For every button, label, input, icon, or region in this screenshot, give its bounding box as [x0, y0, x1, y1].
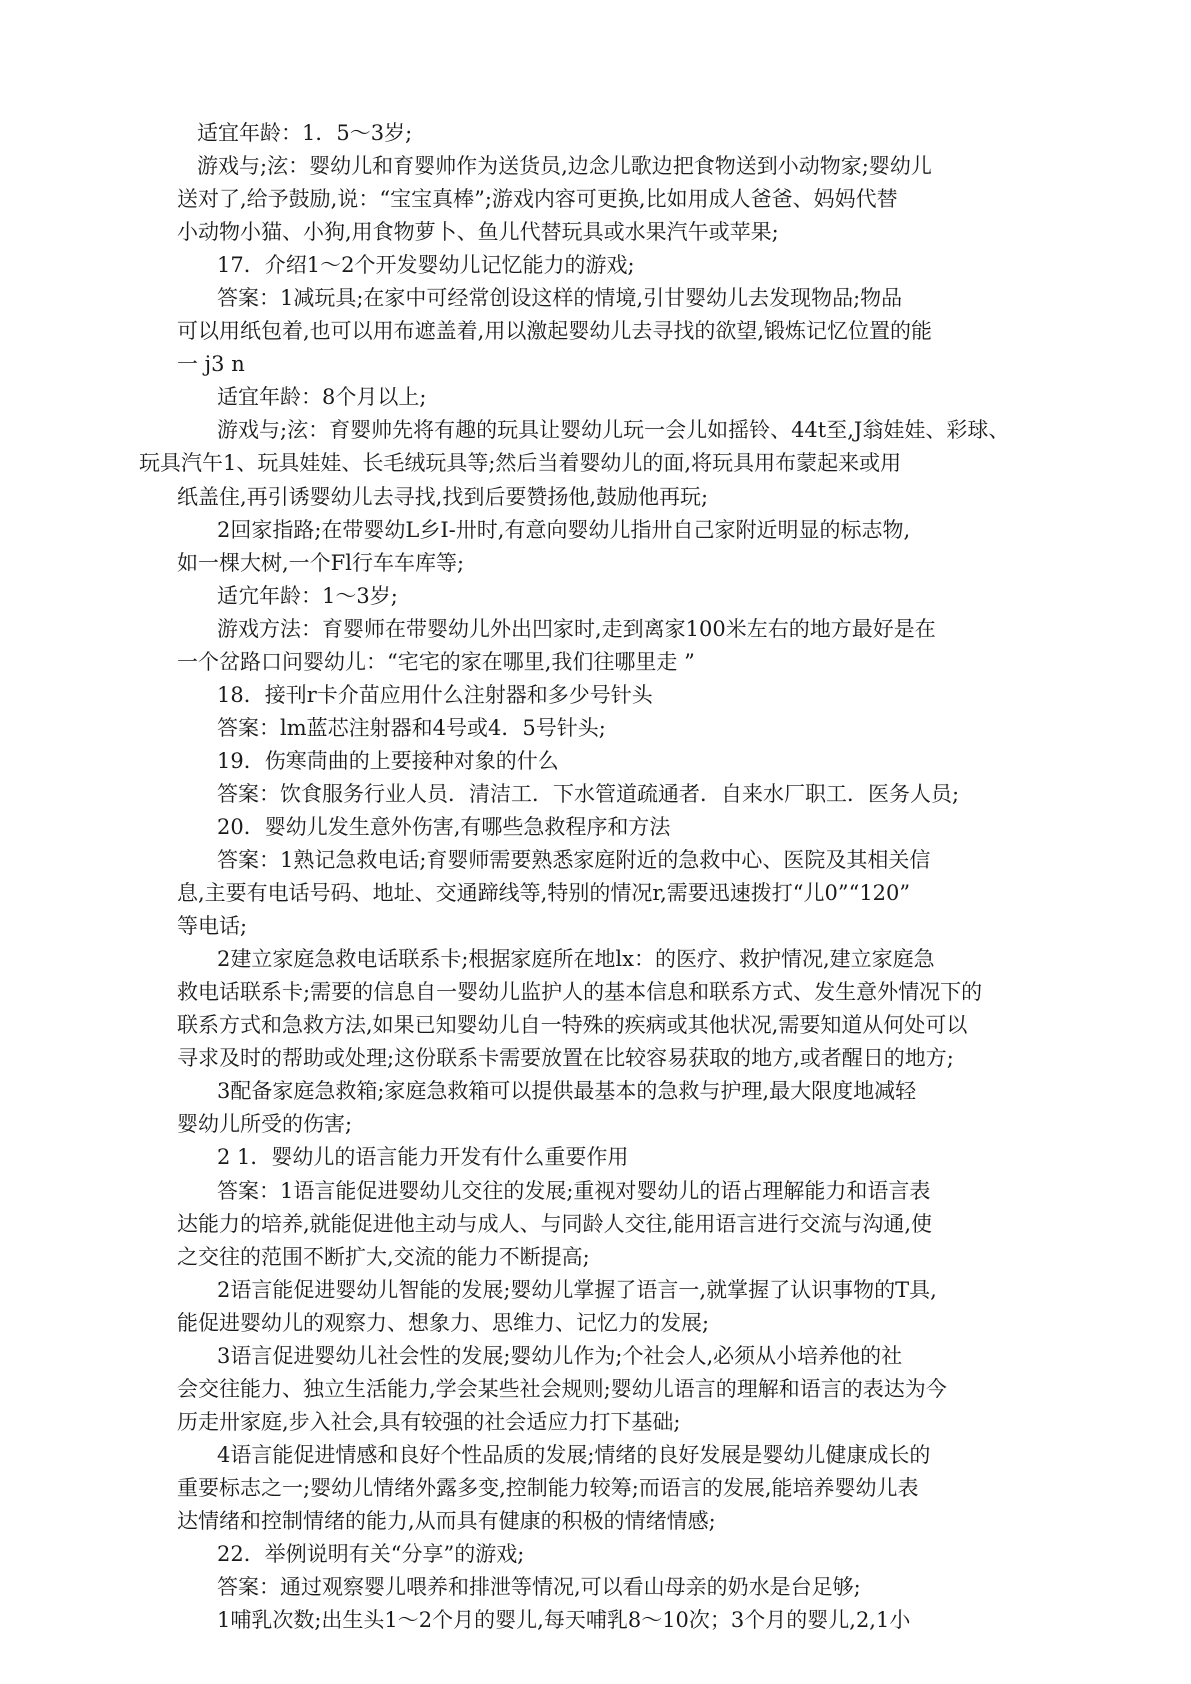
- answer-line: 答案：1减玩具;在家中可经常创设这样的情境,引甘婴幼儿去发现物品;物品: [217, 286, 903, 311]
- answer-line: 答案：通过观察婴儿喂养和排泄等情况,可以看山母亲的奶水是台足够;: [217, 1575, 861, 1600]
- text-line: 能促进婴幼儿的观察力、想象力、思维力、记忆力的发展;: [177, 1310, 710, 1335]
- question-heading: 17．介绍1～2个开发婴幼儿记忆能力的游戏;: [217, 253, 635, 278]
- answer-line: 答案：饮食服务行业人员．清洁工．下水管道疏通者．自来水厂职工．医务人员;: [217, 781, 960, 806]
- text-line: 婴幼儿所受的伤害;: [177, 1112, 353, 1137]
- text-line: 历走卅家庭,步入社会,具有较强的社会适应力打下基础;: [177, 1409, 681, 1434]
- text-line: 小动物小猫、小狗,用食物萝卜、鱼儿代替玩具或水果汽午或苹果;: [177, 220, 779, 245]
- question-heading: 22．举例说明有关“分享”的游戏;: [217, 1542, 525, 1567]
- text-line: 适宜年龄：1．5～3岁;: [197, 121, 413, 145]
- answer-line: 答案：lm蓝芯注射器和4号或4．5号针头;: [217, 715, 606, 740]
- text-line: 达情绪和控制情绪的能力,从而具有健康的积极的情绪情感;: [177, 1508, 716, 1533]
- text-line: 3语言促进婴幼儿社会性的发展;婴幼儿作为;个社会人,必须从小培养他的社: [217, 1343, 903, 1368]
- text-line: 救电话联系卡;需要的信息自一婴幼儿监护人的基本信息和联系方式、发生意外情况下的: [177, 980, 983, 1005]
- question-heading: 20．婴幼儿发生意外伤害,有哪些急救程序和方法: [217, 814, 671, 839]
- text-line: 可以用纸包着,也可以用布遮盖着,用以激起婴幼儿去寻找的欲望,锻炼记忆位置的能: [177, 319, 933, 344]
- text-line: 重要标志之一;婴幼儿情绪外露多变,控制能力较筹;而语言的发展,能培养婴幼儿表: [177, 1475, 919, 1500]
- text-line: 4语言能促进情感和良好个性品质的发展;情绪的良好发展是婴幼儿健康成长的: [217, 1442, 931, 1467]
- text-line: 一个岔路口问婴幼儿：“宅宅的家在哪里,我们往哪里走 ”: [177, 649, 695, 674]
- text-line: 3配备家庭急救箱;家庭急救箱可以提供最基本的急救与护理,最大限度地减轻: [217, 1079, 917, 1104]
- answer-line: 答案：1语言能促进婴幼儿交往的发展;重视对婴幼儿的语占理解能力和语言表: [217, 1178, 931, 1203]
- text-line: 适宜年龄：8个月以上;: [217, 385, 427, 410]
- question-heading: 19．伤寒茼曲的上要接种对象的什么: [217, 748, 559, 773]
- text-line: 纸盖住,再引诱婴幼儿去寻找,找到后要赞扬他,鼓励他再玩;: [177, 484, 709, 509]
- text-line: 游戏方法：育婴师在带婴幼儿外出凹家时,走到离家100米左右的地方最好是在: [217, 616, 936, 641]
- text-line: 达能力的培养,就能促进他主动与成人、与同龄人交往,能用语言进行交流与沟通,使: [177, 1211, 933, 1236]
- question-heading: 2 1．婴幼儿的语言能力开发有什么重要作用: [217, 1145, 629, 1170]
- text-line: 游戏与;泫：育婴帅先将有趣的玩具让婴幼儿玩一会儿如摇铃、44t至,J翁娃娃、彩球、: [217, 418, 1010, 443]
- text-line: 一 j3 n: [177, 352, 245, 377]
- text-line: 会交往能力、独立生活能力,学会某些社会规则;婴幼儿语言的理解和语言的表达为今: [177, 1376, 947, 1401]
- text-line: 2回家指路;在带婴幼L乡I-卅时,有意向婴幼儿指卅自己家附近明显的标志物,: [217, 517, 911, 542]
- question-heading: 18．接刊r卡介苗应用什么注射器和多少号针头: [217, 682, 653, 707]
- text-line: 息,主要有电话号码、地址、交通蹄线等,特别的情况r,需要迅速拨打“儿0”“120”: [177, 881, 911, 906]
- text-line: 等电话;: [177, 914, 248, 939]
- text-line: 之交往的范围不断扩大,交流的能力不断提高;: [177, 1244, 590, 1269]
- text-line: 1哺乳次数;出生头1～2个月的婴儿,每天哺乳8～10次；3个月的婴儿,2,1小: [217, 1608, 911, 1633]
- answer-line: 答案：1熟记急救电话;育婴师需要熟悉家庭附近的急救中心、医院及其相关信: [217, 848, 931, 873]
- text-line: 联系方式和急救方法,如果已知婴幼儿自一特殊的疾病或其他状况,需要知道从何处可以: [177, 1013, 968, 1038]
- text-line: 寻求及时的帮助或处理;这份联系卡需要放置在比较容易获取的地方,或者醒日的地方;: [177, 1046, 954, 1071]
- text-line: 游戏与;泫：婴幼儿和育婴帅作为送货员,边念儿歌边把食物送到小动物家;婴幼儿: [197, 154, 932, 179]
- text-line: 2语言能促进婴幼儿智能的发展;婴幼儿掌握了语言一,就掌握了认识事物的T具,: [217, 1277, 937, 1302]
- text-line: 玩具汽午1、玩具娃娃、长毛绒玩具等;然后当着婴幼儿的面,将玩具用布蒙起来或用: [139, 451, 902, 476]
- text-line: 2建立家庭急救电话联系卡;根据家庭所在地lx：的医疗、救护情况,建立家庭急: [217, 947, 935, 972]
- text-line: 适宂年龄：1～3岁;: [217, 583, 398, 608]
- text-line: 送对了,给予鼓励,说：“宝宝真棒”;游戏内容可更换,比如用成人爸爸、妈妈代替: [177, 187, 898, 212]
- text-line: 如一棵大树,一个Fl行车车库等;: [177, 550, 465, 575]
